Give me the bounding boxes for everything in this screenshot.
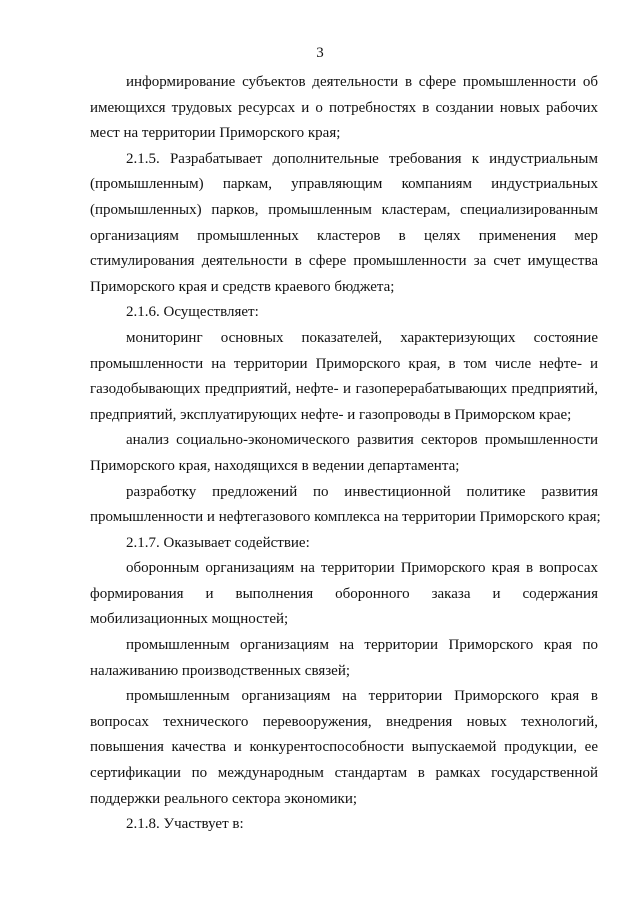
text-line: промышленности и нефтегазового комплекса на территории Приморского края; xyxy=(90,509,601,526)
text-line: Приморского края и средств краевого бюджета; xyxy=(90,278,395,295)
paragraph xyxy=(90,633,598,684)
text-line: промышленности на территории Приморского края, в том числе нефте- и xyxy=(90,355,598,372)
text-line: газодобывающих предприятий, нефте- и газоперерабатывающих предприятий, xyxy=(90,381,598,398)
text-line: оборонным организациям на территории Приморского края в вопросах xyxy=(126,560,598,577)
text-line: 2.1.6. Осуществляет: xyxy=(126,304,259,321)
text-line: 2.1.8. Участвует в: xyxy=(126,816,244,833)
paragraph xyxy=(90,326,598,428)
text-line: поддержки реального сектора экономики; xyxy=(90,790,358,807)
text-line: Приморского края, находящихся в ведении департамента; xyxy=(90,457,460,474)
text-line: мест на территории Приморского края; xyxy=(90,125,341,142)
text-line: налаживанию производственных связей; xyxy=(90,662,351,679)
text-line: мониторинг основных показателей, характеризующих состояние xyxy=(126,329,598,346)
text-line: информирование субъектов деятельности в сфере промышленности об xyxy=(126,74,598,90)
text-line: 2.1.7. Оказывает содействие: xyxy=(126,534,310,551)
text-line: промышленным организациям на территории Приморского края по xyxy=(126,637,598,654)
paragraph xyxy=(90,70,598,147)
document-body xyxy=(90,70,601,838)
page-number: 3 xyxy=(316,45,324,61)
paragraph xyxy=(90,300,598,326)
text-line: (промышленных) парков, промышленным кластерам, специализированным xyxy=(90,201,598,218)
paragraph xyxy=(90,531,598,557)
text-line: разработку предложений по инвестиционной политике развития xyxy=(126,483,598,500)
text-line: 2.1.5. Разрабатывает дополнительные требования к индустриальным xyxy=(126,150,598,167)
paragraph xyxy=(90,147,598,301)
text-line: имеющихся трудовых ресурсах и о потребностях в создании новых рабочих xyxy=(90,99,598,116)
text-line: мобилизационных мощностей; xyxy=(90,611,289,628)
paragraph xyxy=(90,428,598,479)
text-line: вопросах технического перевооружения, внедрения новых технологий, xyxy=(90,713,598,730)
paragraph xyxy=(90,812,598,838)
paragraph xyxy=(90,556,598,633)
text-line: сертификации по международным стандартам в рамках государственной xyxy=(90,765,598,782)
text-line: промышленным организациям на территории Приморского края в xyxy=(126,688,598,705)
text-line: организациям промышленных кластеров в целях применения мер xyxy=(90,227,598,244)
paragraph xyxy=(90,684,598,812)
text-line: формирования и выполнения оборонного заказа и содержания xyxy=(90,585,598,602)
text-line: стимулирования деятельности в сфере промышленности за счет имущества xyxy=(90,253,598,270)
text-line: анализ социально-экономического развития секторов промышленности xyxy=(126,432,598,449)
text-line: (промышленным) паркам, управляющим компаниям индустриальных xyxy=(90,176,598,193)
text-line: повышения качества и конкурентоспособности выпускаемой продукции, ее xyxy=(90,739,598,756)
paragraph xyxy=(90,480,601,531)
text-line: предприятий, эксплуатирующих нефте- и газопроводы в Приморском крае; xyxy=(90,406,572,423)
